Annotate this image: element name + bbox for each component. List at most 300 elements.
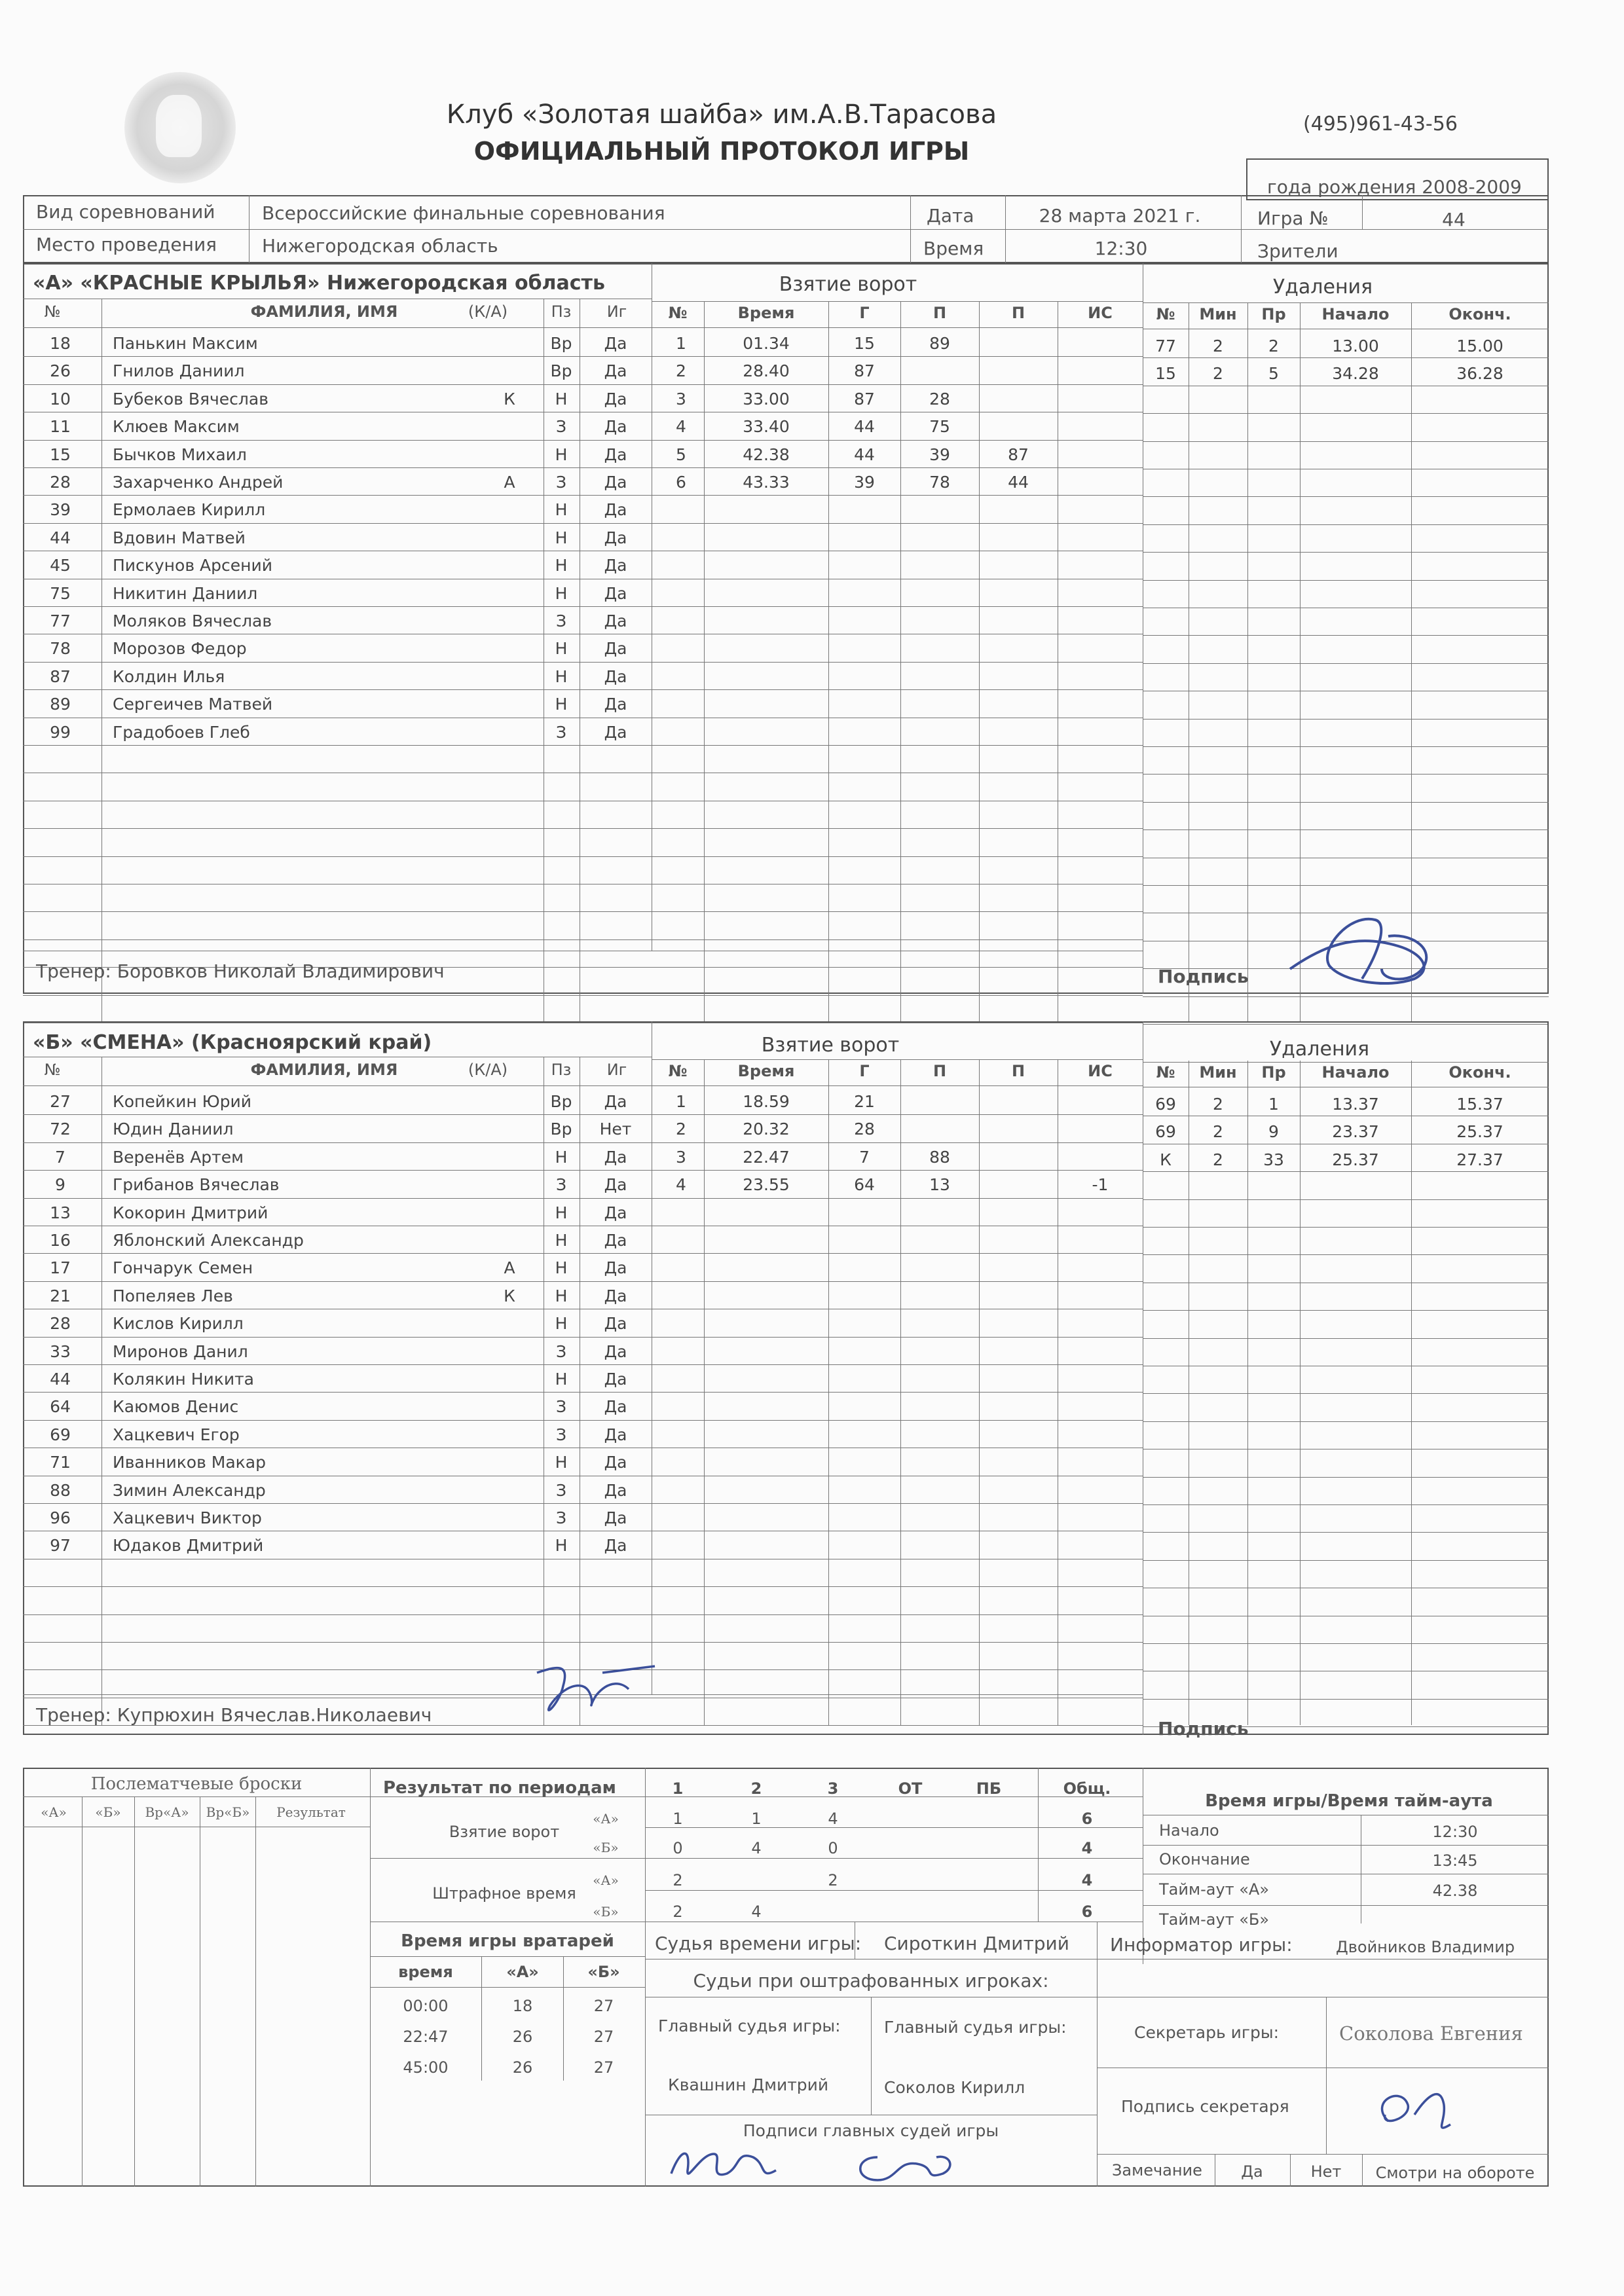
remark-yes: Да	[1241, 2162, 1263, 2181]
pen-reason: 33	[1263, 1150, 1284, 1169]
remark-label: Замечание	[1112, 2161, 1202, 2179]
player-played: Да	[604, 473, 627, 492]
player-name: Колдин Илья	[113, 666, 225, 686]
player-name: Кислов Кирилл	[113, 1314, 244, 1334]
player-name: Гончарук Семен	[113, 1258, 253, 1278]
player-played: Да	[604, 583, 627, 603]
player-position: Н	[555, 1453, 568, 1472]
goal-scorer: 39	[854, 473, 875, 492]
player-position: Н	[555, 639, 568, 659]
start-value: 12:30	[1432, 1823, 1478, 1841]
player-played: Да	[604, 1314, 627, 1334]
team-a-penalties-title: Удаления	[1272, 276, 1373, 299]
player-position: Н	[555, 1536, 568, 1556]
player-name: Хацкевич Егор	[113, 1425, 240, 1444]
goalie-time-cell: 22:47	[403, 2028, 449, 2046]
player-position: Н	[555, 500, 568, 520]
goal-strength-header: ИС	[1088, 304, 1113, 322]
player-name: Хацкевич Виктор	[113, 1508, 262, 1527]
player-name: Юдаков Дмитрий	[113, 1536, 264, 1556]
player-name: Ермолаев Кирилл	[113, 500, 266, 520]
goal-scorer: 21	[854, 1092, 875, 1111]
player-number: 97	[50, 1536, 71, 1556]
player-position: Вр	[550, 1120, 572, 1139]
player-position: Вр	[550, 334, 572, 353]
goals-team-a-tag: «А»	[593, 1811, 619, 1827]
shootout-col-gk-b: Вр«Б»	[206, 1804, 250, 1820]
col-pos-header: Пз	[551, 302, 572, 321]
player-number: 17	[50, 1258, 71, 1278]
team-a-coach-signature	[1283, 907, 1467, 995]
period-value: 4	[1081, 1839, 1093, 1857]
player-position: З	[555, 417, 567, 437]
player-position: Н	[555, 445, 568, 464]
goal-assist-1: 88	[929, 1147, 950, 1167]
player-played: Да	[604, 1508, 627, 1527]
pen-start-header: Начало	[1321, 305, 1390, 323]
player-played: Да	[604, 445, 627, 464]
goal-scorer: 28	[854, 1120, 875, 1139]
player-position: З	[555, 1175, 567, 1195]
referee-1-value: Квашнин Дмитрий	[668, 2075, 829, 2094]
player-name: Клюев Максим	[113, 417, 240, 437]
goals-team-b-tag: «Б»	[593, 1840, 619, 1855]
date-label: Дата	[927, 205, 974, 227]
goal-strength: -1	[1092, 1175, 1109, 1195]
goalie-col-header: «А»	[506, 1963, 539, 1981]
player-number: 69	[50, 1425, 71, 1444]
pen-reason: 5	[1268, 364, 1279, 384]
player-position: З	[555, 722, 567, 742]
goal-number: 2	[676, 361, 686, 381]
col-ka-header: (К/А)	[468, 1061, 508, 1079]
player-played: Да	[604, 500, 627, 520]
player-played: Да	[604, 417, 627, 437]
player-played: Да	[604, 1425, 627, 1444]
player-position: З	[555, 1425, 567, 1444]
period-value: 4	[751, 1903, 762, 1921]
player-name: Зимин Александр	[113, 1480, 266, 1500]
pen-player: 69	[1155, 1122, 1176, 1142]
pen-no-header: №	[1156, 305, 1175, 323]
pen-player: К	[1160, 1150, 1172, 1169]
referee-signs-label: Подписи главных судей игры	[743, 2121, 999, 2140]
goal-scorer: 64	[854, 1175, 875, 1195]
player-position: Н	[555, 666, 568, 686]
goal-time: 28.40	[743, 361, 790, 381]
goal-number: 4	[676, 1175, 686, 1195]
period-col-header: 2	[750, 1779, 762, 1798]
player-name: Копейкин Юрий	[113, 1092, 252, 1111]
period-value: 0	[673, 1839, 683, 1857]
secretary-signature	[1362, 2075, 1467, 2147]
time-label: Время	[923, 238, 984, 259]
goal-scorer: 44	[854, 445, 875, 464]
period-col-header: 3	[827, 1779, 839, 1798]
player-number: 33	[50, 1341, 71, 1361]
team-b-penalties-title: Удаления	[1269, 1038, 1370, 1061]
start-label: Начало	[1159, 1821, 1219, 1840]
player-played: Нет	[599, 1120, 632, 1139]
player-name: Кокорин Дмитрий	[113, 1203, 268, 1222]
col-played-header: Иг	[606, 1061, 627, 1079]
goalie-col-header: «Б»	[587, 1963, 620, 1981]
player-name: Пискунов Арсений	[113, 556, 272, 575]
birth-years: года рождения 2008-2009	[1267, 176, 1522, 198]
goal-time: 42.38	[743, 445, 790, 464]
competition-label: Вид соревнований	[36, 201, 215, 223]
player-name: Грибанов Вячеслав	[113, 1175, 280, 1195]
periods-title: Результат по периодам	[383, 1778, 616, 1798]
player-played: Да	[604, 611, 627, 630]
player-number: 7	[55, 1147, 65, 1167]
page-title: ОФИЦИАЛЬНЫЙ ПРОТОКОЛ ИГРЫ	[473, 137, 970, 166]
player-number: 78	[50, 639, 71, 659]
pen-no-header: №	[1156, 1063, 1175, 1082]
player-played: Да	[604, 722, 627, 742]
goal-number: 3	[676, 1147, 686, 1167]
player-name: Морозов Федор	[113, 639, 247, 659]
period-col-header: ПБ	[976, 1779, 1002, 1798]
period-value: 4	[751, 1839, 762, 1857]
goal-number: 4	[676, 417, 686, 437]
player-played: Да	[604, 389, 627, 409]
pen-start: 23.37	[1332, 1122, 1379, 1142]
period-value: 1	[673, 1810, 683, 1828]
player-number: 15	[50, 445, 71, 464]
player-name: Никитин Даниил	[113, 583, 258, 603]
time-value: 12:30	[1094, 238, 1148, 259]
goal-time: 01.34	[743, 334, 790, 353]
player-name: Вдовин Матвей	[113, 528, 246, 547]
place-label: Место проведения	[36, 234, 217, 255]
player-position: Вр	[550, 361, 572, 381]
goalie-time-cell: 27	[593, 2028, 614, 2046]
team-b-goals-title: Взятие ворот	[761, 1034, 900, 1057]
player-captain-mark: А	[504, 1258, 515, 1278]
goals-by-period-label: Взятие ворот	[449, 1823, 560, 1841]
competition-value: Всероссийские финальные соревнования	[262, 202, 665, 224]
goal-number: 6	[676, 473, 686, 492]
goal-scorer-header: Г	[859, 304, 870, 322]
player-position: З	[555, 1508, 567, 1527]
informer-value: Двойников Владимир	[1336, 1938, 1515, 1956]
pen-player: 69	[1155, 1095, 1176, 1114]
player-position: З	[555, 473, 567, 492]
goal-number: 1	[676, 334, 686, 353]
shootout-col-result: Результат	[276, 1804, 346, 1820]
see-back-label: Смотри на обороте	[1375, 2164, 1535, 2182]
player-position: Н	[555, 389, 568, 409]
goal-assist1-header: П	[932, 304, 947, 322]
player-position: Н	[555, 695, 568, 714]
club-logo	[124, 72, 236, 183]
goalie-time-title: Время игры вратарей	[401, 1931, 614, 1951]
goal-time: 43.33	[743, 473, 790, 492]
pen-player: 77	[1155, 337, 1176, 355]
goal-assist-2: 87	[1008, 445, 1029, 464]
period-value: 0	[828, 1839, 838, 1857]
secretary-value: Соколова Евгения	[1339, 2022, 1523, 2045]
goal-assist-1: 78	[929, 473, 950, 492]
informer-label: Информатор игры:	[1110, 1934, 1293, 1956]
player-number: 72	[50, 1120, 71, 1139]
player-position: Н	[555, 1258, 568, 1278]
goal-time: 23.55	[743, 1175, 790, 1195]
player-played: Да	[604, 695, 627, 714]
player-position: Н	[555, 556, 568, 575]
team-a-title: «А» «КРАСНЫЕ КРЫЛЬЯ» Нижегородская область	[33, 272, 605, 295]
goal-assist-1: 28	[929, 389, 950, 409]
pen-minutes: 2	[1213, 1150, 1223, 1169]
penalty-judges-label: Судьи при оштрафованных игроках:	[693, 1970, 1049, 1992]
player-name: Моляков Вячеслав	[113, 611, 272, 630]
player-captain-mark: А	[504, 473, 515, 492]
goal-scorer: 87	[854, 361, 875, 381]
player-name: Захарченко Андрей	[113, 473, 284, 492]
pen-minutes: 2	[1213, 1122, 1223, 1142]
player-name: Сергеичев Матвей	[113, 695, 273, 714]
player-number: 89	[50, 695, 71, 714]
player-name: Гнилов Даниил	[113, 361, 245, 381]
player-played: Да	[604, 1341, 627, 1361]
pim-by-period-label: Штрафное время	[432, 1884, 576, 1903]
referee-1-label: Главный судья игры:	[658, 2016, 841, 2035]
goal-strength-header: ИС	[1088, 1062, 1113, 1080]
team-a-sign-label: Подпись	[1158, 966, 1249, 987]
player-number: 28	[50, 1314, 71, 1334]
referee-1-signature	[661, 2134, 792, 2193]
goal-assist1-header: П	[932, 1062, 947, 1080]
player-name: Иванников Макар	[113, 1453, 266, 1472]
pen-min-header: Мин	[1199, 1063, 1237, 1082]
player-position: З	[555, 611, 567, 630]
goal-assist2-header: П	[1011, 304, 1025, 322]
phone-number: (495)961-43-56	[1303, 113, 1458, 136]
col-no-header: №	[44, 1061, 61, 1079]
goal-time: 33.40	[743, 417, 790, 437]
col-played-header: Иг	[606, 302, 627, 321]
goalie-time-cell: 26	[512, 2028, 533, 2046]
goal-time: 33.00	[743, 389, 790, 409]
player-number: 77	[50, 611, 71, 630]
player-position: Н	[555, 1147, 568, 1167]
col-name-header: ФАМИЛИЯ, ИМЯ	[250, 1061, 398, 1079]
player-name: Миронов Данил	[113, 1341, 248, 1361]
goal-scorer: 15	[854, 334, 875, 353]
pen-reason-header: Пр	[1261, 305, 1286, 323]
player-played: Да	[604, 666, 627, 686]
pen-minutes: 2	[1213, 337, 1223, 355]
player-name: Бубеков Вячеслав	[113, 389, 268, 409]
timeout-a-value: 42.38	[1432, 1882, 1478, 1900]
player-name: Бычков Михаил	[113, 445, 247, 464]
period-col-header: Общ.	[1063, 1779, 1111, 1798]
pen-reason: 2	[1268, 337, 1279, 355]
remark-no: Нет	[1310, 2162, 1342, 2181]
period-value: 2	[673, 1871, 683, 1889]
goal-assist-1: 39	[929, 445, 950, 464]
goalie-time-cell: 26	[512, 2058, 533, 2077]
pen-end: 27.37	[1456, 1150, 1504, 1169]
period-value: 1	[751, 1810, 762, 1828]
player-captain-mark: К	[504, 1286, 515, 1305]
pim-team-a-tag: «А»	[593, 1872, 619, 1888]
goalie-time-cell: 18	[512, 1997, 533, 2015]
goal-time-header: Время	[737, 304, 795, 322]
goalie-time-cell: 00:00	[403, 1997, 449, 2015]
player-position: Н	[555, 583, 568, 603]
player-position: Н	[555, 528, 568, 547]
referee-2-signature	[851, 2138, 982, 2190]
player-played: Да	[604, 1536, 627, 1556]
player-number: 99	[50, 722, 71, 742]
period-value: 2	[828, 1871, 838, 1889]
player-number: 96	[50, 1508, 71, 1527]
pen-minutes: 2	[1213, 364, 1223, 384]
shootout-col-b: «Б»	[95, 1804, 121, 1820]
team-b-coach: Тренер: Купрюхин Вячеслав.Николаевич	[36, 1704, 432, 1726]
team-b-title: «Б» «СМЕНА» (Красноярский край)	[33, 1031, 432, 1054]
period-value: 4	[828, 1810, 838, 1828]
goal-time: 18.59	[743, 1092, 790, 1111]
player-position: З	[555, 1480, 567, 1500]
timekeeper-value: Сироткин Дмитрий	[884, 1933, 1069, 1954]
goal-no-header: №	[668, 304, 688, 322]
timeout-b-label: Тайм-аут «Б»	[1159, 1910, 1270, 1929]
pen-end: 15.00	[1456, 337, 1504, 355]
pen-reason: 9	[1268, 1122, 1279, 1142]
end-value: 13:45	[1432, 1851, 1478, 1870]
goalie-time-cell: 27	[593, 1997, 614, 2015]
player-name: Колякин Никита	[113, 1370, 254, 1389]
player-played: Да	[604, 1175, 627, 1195]
player-played: Да	[604, 361, 627, 381]
col-pos-header: Пз	[551, 1061, 572, 1079]
goal-scorer-header: Г	[859, 1062, 870, 1080]
player-played: Да	[604, 528, 627, 547]
team-a-goals-title: Взятие ворот	[779, 273, 917, 296]
player-played: Да	[604, 1258, 627, 1278]
goal-number: 3	[676, 389, 686, 409]
pen-minutes: 2	[1213, 1095, 1223, 1114]
player-played: Да	[604, 1147, 627, 1167]
club-name: Клуб «Золотая шайба» им.А.В.Тарасова	[446, 100, 997, 130]
player-number: 21	[50, 1286, 71, 1305]
player-number: 87	[50, 666, 71, 686]
player-position: Н	[555, 1370, 568, 1389]
goal-time-header: Время	[737, 1062, 795, 1080]
player-number: 39	[50, 500, 71, 520]
player-position: Н	[555, 1314, 568, 1334]
pen-end: 25.37	[1456, 1122, 1504, 1142]
place-value: Нижегородская область	[262, 235, 498, 257]
col-no-header: №	[44, 302, 61, 321]
spectators-label: Зрители	[1257, 240, 1338, 262]
goal-scorer: 87	[854, 389, 875, 409]
pen-start: 34.28	[1332, 364, 1379, 384]
player-name: Градобоев Глеб	[113, 722, 250, 742]
player-number: 9	[55, 1175, 65, 1195]
goal-scorer: 7	[859, 1147, 870, 1167]
player-number: 18	[50, 334, 71, 353]
goal-no-header: №	[668, 1062, 688, 1080]
goal-assist-1: 13	[929, 1175, 950, 1195]
player-number: 64	[50, 1397, 71, 1417]
game-time-title: Время игры/Время тайм-аута	[1205, 1791, 1493, 1811]
date-value: 28 марта 2021 г.	[1039, 205, 1201, 227]
pim-team-b-tag: «Б»	[593, 1904, 619, 1920]
game-number-label: Игра №	[1257, 208, 1329, 229]
player-played: Да	[604, 639, 627, 659]
shootout-col-gk-a: Вр«А»	[145, 1804, 189, 1820]
player-position: Н	[555, 1231, 568, 1250]
pen-player: 15	[1155, 364, 1176, 384]
player-name: Юдин Даниил	[113, 1120, 234, 1139]
player-number: 11	[50, 417, 71, 437]
player-number: 44	[50, 528, 71, 547]
secretary-label: Секретарь игры:	[1134, 2023, 1280, 2042]
player-number: 88	[50, 1480, 71, 1500]
player-number: 26	[50, 361, 71, 381]
end-label: Окончание	[1159, 1850, 1250, 1868]
goal-time: 22.47	[743, 1147, 790, 1167]
goal-number: 5	[676, 445, 686, 464]
player-position: Н	[555, 1203, 568, 1222]
period-value: 6	[1081, 1903, 1093, 1921]
timeout-a-label: Тайм-аут «А»	[1159, 1880, 1270, 1899]
player-played: Да	[604, 334, 627, 353]
player-played: Да	[604, 1480, 627, 1500]
goal-number: 1	[676, 1092, 686, 1111]
player-played: Да	[604, 1092, 627, 1111]
pen-min-header: Мин	[1199, 305, 1237, 323]
period-value: 4	[1081, 1871, 1093, 1889]
player-position: З	[555, 1341, 567, 1361]
pen-end: 36.28	[1456, 364, 1504, 384]
player-name: Яблонский Александр	[113, 1231, 304, 1250]
player-number: 16	[50, 1231, 71, 1250]
col-name-header: ФАМИЛИЯ, ИМЯ	[250, 302, 398, 321]
pen-reason: 1	[1268, 1095, 1279, 1114]
period-value: 2	[673, 1903, 683, 1921]
goal-time: 20.32	[743, 1120, 790, 1139]
secretary-sign-label: Подпись секретаря	[1121, 2097, 1289, 2116]
pen-start: 25.37	[1332, 1150, 1379, 1169]
goal-number: 2	[676, 1120, 686, 1139]
player-position: З	[555, 1397, 567, 1417]
pen-end-header: Оконч.	[1449, 305, 1511, 323]
player-number: 10	[50, 389, 71, 409]
goalie-col-header: время	[398, 1963, 453, 1981]
pen-reason-header: Пр	[1261, 1063, 1286, 1082]
player-position: Вр	[550, 1092, 572, 1111]
player-played: Да	[604, 1231, 627, 1250]
player-name: Веренёв Артем	[113, 1147, 244, 1167]
player-number: 13	[50, 1203, 71, 1222]
goal-scorer: 44	[854, 417, 875, 437]
goalie-time-cell: 45:00	[403, 2058, 449, 2077]
player-position: Н	[555, 1286, 568, 1305]
player-played: Да	[604, 1203, 627, 1222]
player-number: 28	[50, 473, 71, 492]
player-name: Попеляев Лев	[113, 1286, 233, 1305]
player-number: 71	[50, 1453, 71, 1472]
pen-end-header: Оконч.	[1449, 1063, 1511, 1082]
timekeeper-label: Судья времени игры:	[655, 1933, 862, 1954]
pen-start-header: Начало	[1321, 1063, 1390, 1082]
player-captain-mark: К	[504, 389, 515, 409]
